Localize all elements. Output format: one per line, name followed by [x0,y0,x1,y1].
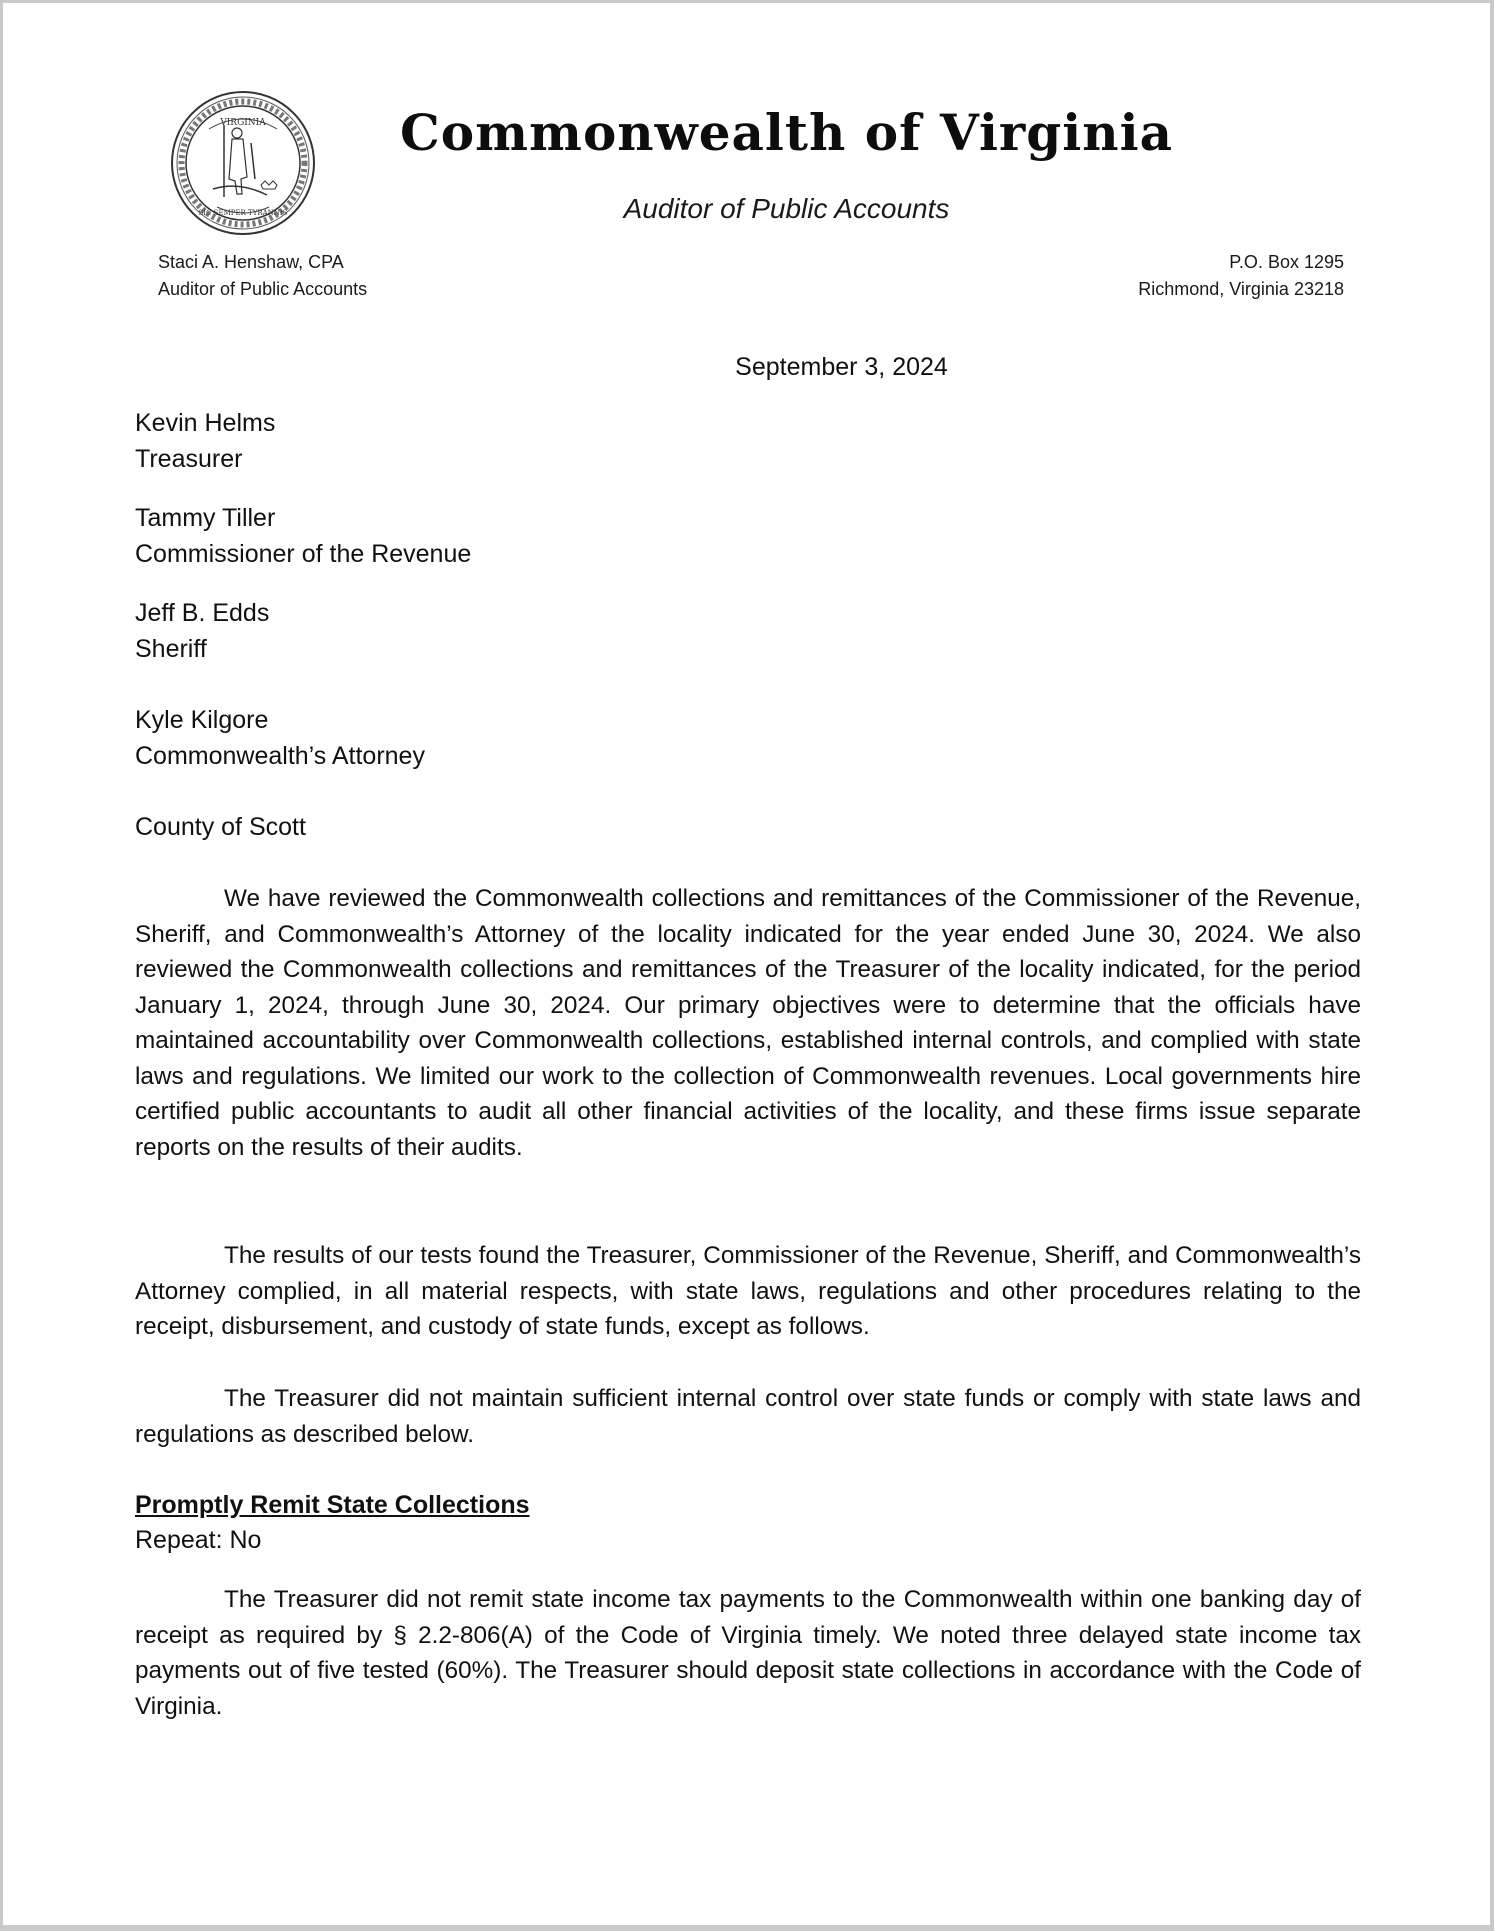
locality: County of Scott [135,813,306,841]
svg-text:SIC SEMPER TYRANNIS: SIC SEMPER TYRANNIS [198,209,288,217]
paragraph-text: We have reviewed the Commonwealth collections and remittances of the Commissioner of the Revenue, Sheriff, and Commonwealth’s Attorney of the locality indicated for the year ended June 30, 2024. We also reviewed the Commonwealth collections and remittances of the Treasurer of the locality indicated, for the period January 1, 2024, through June 30, 2024. Our primary objectives were to determine that the officials have maintained accountability over Commonwealth collections, established internal controls, and complied with state laws and regulations. We limited our work to the collection of Commonwealth revenues. Local governments hire certified public accountants to audit all other financial activities of the locality, and these firms issue separate reports on the results of their audits. [135,885,1361,1161]
recipient [135,406,275,477]
recipient [135,703,425,774]
office-address [1138,249,1344,303]
letterhead-title: Commonwealth of Virginia [400,103,1173,162]
letter-page [3,3,1490,1925]
body-paragraph [135,881,1361,1165]
body-paragraph [135,1238,1361,1345]
paragraph-text: The results of our tests found the Treasurer, Commissioner of the Revenue, Sheriff, and Commonwealth’s Attorney complied, in all material respects, with state laws, regulations and other procedures relating to the receipt, disbursement, and custody of state funds, except as follows. [135,1242,1361,1340]
recipient-name: Tammy Tiller [135,504,276,532]
letter-date: September 3, 2024 [735,353,948,381]
letterhead-subtitle: Auditor of Public Accounts [623,193,950,224]
finding-heading: Promptly Remit State Collections [135,1491,530,1519]
recipient-name: Kyle Kilgore [135,706,269,734]
finding-body [135,1582,1361,1724]
recipient-name: Jeff B. Edds [135,599,270,627]
paragraph-text: The Treasurer did not remit state income tax payments to the Commonwealth within one banking day of receipt as required by § 2.2-806(A) of the Code of Virginia timely. We noted three delayed state income tax payments out of five tested (60%). The Treasurer should deposit state collections in accordance with the Code of Virginia. [135,1586,1361,1720]
address-line-2: Richmond, Virginia 23218 [1138,279,1344,299]
finding-repeat-status: Repeat: No [135,1526,262,1554]
auditor-contact [158,249,367,303]
recipient-title: Commonwealth’s Attorney [135,741,425,770]
body-paragraph [135,1381,1361,1452]
recipient [135,501,471,572]
recipient [135,596,269,667]
recipient-title: Treasurer [135,444,243,473]
auditor-role: Auditor of Public Accounts [158,279,368,299]
recipient-name: Kevin Helms [135,409,276,437]
address-line-1: P.O. Box 1295 [1229,252,1344,272]
recipient-title: Commissioner of the Revenue [135,539,472,568]
paragraph-text: The Treasurer did not maintain sufficient internal control over state funds or comply with state laws and regulations as described below. [135,1385,1361,1448]
auditor-name: Staci A. Henshaw, CPA [158,252,344,272]
svg-text:VIRGINIA: VIRGINIA [220,118,266,128]
recipient-title: Sheriff [135,634,207,663]
